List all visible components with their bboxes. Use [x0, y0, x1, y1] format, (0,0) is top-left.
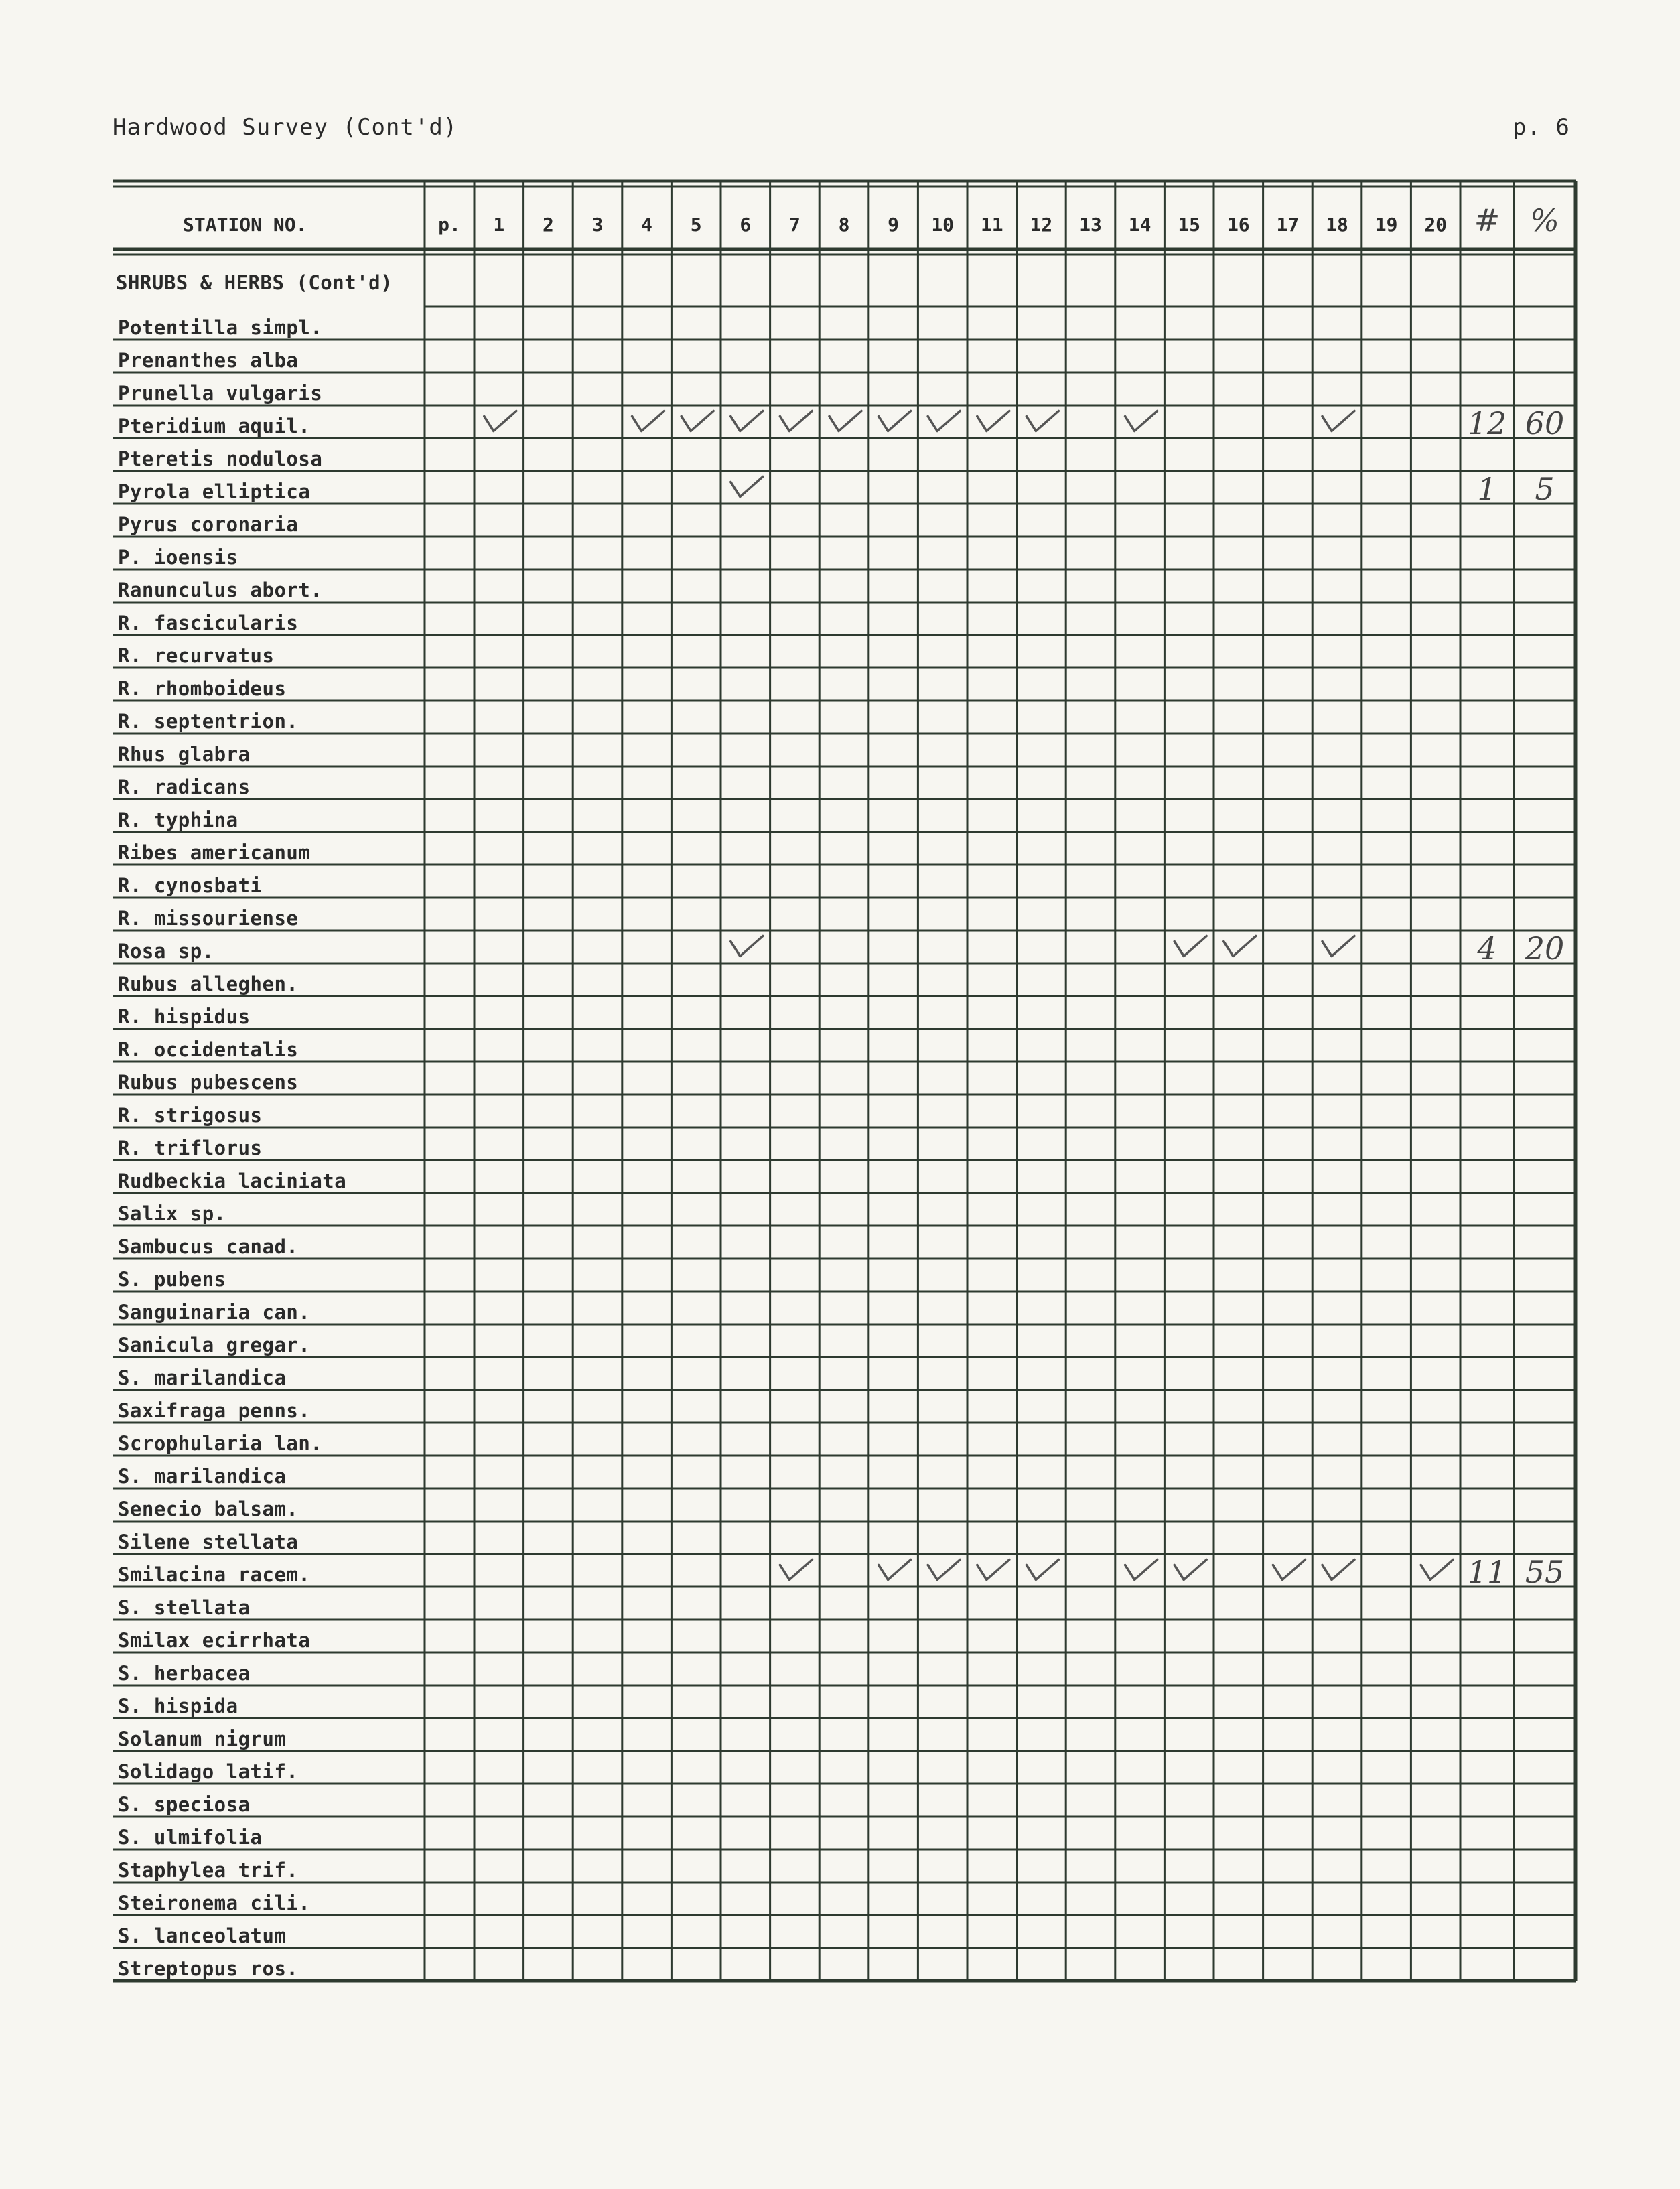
- check-mark: [1026, 411, 1058, 431]
- species-count: 11: [1467, 1554, 1507, 1590]
- station-header-14: 14: [1128, 214, 1151, 236]
- species-name: S. marilandica: [118, 1366, 287, 1389]
- check-mark: [1224, 936, 1256, 957]
- p-column-header: p.: [438, 214, 461, 236]
- species-count: 1: [1477, 471, 1497, 507]
- species-name: Ranunculus abort.: [118, 579, 323, 602]
- station-header-9: 9: [888, 214, 900, 236]
- station-header-19: 19: [1375, 214, 1398, 236]
- check-mark: [879, 411, 911, 431]
- species-percent: 55: [1525, 1554, 1565, 1590]
- species-name: Rubus alleghen.: [118, 973, 299, 995]
- station-header-15: 15: [1178, 214, 1201, 236]
- check-mark: [632, 411, 664, 431]
- species-name: Rudbeckia laciniata: [118, 1170, 347, 1192]
- station-header-12: 12: [1030, 214, 1053, 236]
- species-name: Pteretis nodulosa: [118, 447, 323, 470]
- species-name: S. hispida: [118, 1695, 238, 1717]
- check-mark: [1174, 936, 1206, 957]
- check-mark: [731, 411, 763, 431]
- check-mark: [977, 1560, 1009, 1580]
- species-name: R. radicans: [118, 776, 251, 798]
- check-mark: [977, 411, 1009, 431]
- check-mark: [1125, 411, 1158, 431]
- check-mark: [681, 411, 713, 431]
- species-name: Sanicula gregar.: [118, 1334, 311, 1356]
- species-name: R. strigosus: [118, 1104, 263, 1127]
- species-name: Rosa sp.: [118, 940, 214, 963]
- species-name: Silene stellata: [118, 1531, 299, 1553]
- species-percent: 20: [1525, 930, 1565, 967]
- station-header-7: 7: [788, 214, 800, 236]
- species-name: S. marilandica: [118, 1465, 287, 1488]
- page-title: Hardwood Survey (Cont'd): [113, 114, 458, 141]
- check-mark: [731, 936, 763, 957]
- species-name: Ribes americanum: [118, 841, 311, 864]
- check-mark: [731, 477, 763, 497]
- section-label: SHRUBS & HERBS (Cont'd): [116, 271, 393, 294]
- check-mark: [1421, 1560, 1453, 1580]
- species-name: Prunella vulgaris: [118, 382, 323, 405]
- species-name: Rubus pubescens: [118, 1071, 299, 1094]
- species-name: Smilacina racem.: [118, 1563, 311, 1586]
- species-name: P. ioensis: [118, 546, 238, 569]
- station-header-20: 20: [1424, 214, 1448, 236]
- check-mark: [780, 411, 812, 431]
- species-count: 12: [1467, 405, 1507, 441]
- station-header-16: 16: [1227, 214, 1250, 236]
- species-name: R. triflorus: [118, 1137, 263, 1159]
- check-mark: [879, 1560, 911, 1580]
- species-name: R. fascicularis: [118, 612, 299, 634]
- station-header-1: 1: [493, 214, 505, 236]
- species-name: Sambucus canad.: [118, 1235, 299, 1258]
- species-name: Pyrus coronaria: [118, 513, 299, 536]
- species-name: Senecio balsam.: [118, 1498, 299, 1521]
- species-name: S. stellata: [118, 1596, 251, 1619]
- check-mark: [1322, 411, 1354, 431]
- species-name: S. ulmifolia: [118, 1826, 263, 1849]
- check-mark: [1322, 1560, 1354, 1580]
- species-name: Solanum nigrum: [118, 1727, 287, 1750]
- species-name: Steironema cili.: [118, 1892, 311, 1914]
- species-name: R. missouriense: [118, 907, 299, 930]
- check-mark: [928, 411, 960, 431]
- check-mark: [1026, 1560, 1058, 1580]
- station-header-17: 17: [1276, 214, 1300, 236]
- species-name: Pyrola elliptica: [118, 480, 311, 503]
- species-name: R. cynosbati: [118, 874, 263, 897]
- species-name: Solidago latif.: [118, 1760, 299, 1783]
- check-mark: [1273, 1560, 1305, 1580]
- species-percent: 60: [1525, 405, 1565, 441]
- species-name: Sanguinaria can.: [118, 1301, 311, 1324]
- station-header-2: 2: [542, 214, 554, 236]
- check-mark: [928, 1560, 960, 1580]
- check-mark: [829, 411, 861, 431]
- check-mark: [780, 1560, 812, 1580]
- station-header-11: 11: [980, 214, 1003, 236]
- station-header-4: 4: [641, 214, 653, 236]
- species-name: Salix sp.: [118, 1202, 226, 1225]
- species-name: Smilax ecirrhata: [118, 1629, 311, 1652]
- station-header-8: 8: [838, 214, 850, 236]
- species-name: Streptopus ros.: [118, 1957, 299, 1980]
- check-mark: [1125, 1560, 1158, 1580]
- station-header-3: 3: [591, 214, 604, 236]
- species-count: 4: [1477, 930, 1497, 967]
- species-name: Staphylea trif.: [118, 1859, 299, 1882]
- station-no-header: STATION NO.: [183, 214, 307, 236]
- check-mark: [1322, 936, 1354, 957]
- station-header-10: 10: [931, 214, 955, 236]
- page-number: p. 6: [1513, 114, 1570, 141]
- species-name: Scrophularia lan.: [118, 1432, 323, 1455]
- species-name: R. recurvatus: [118, 644, 275, 667]
- station-header-18: 18: [1326, 214, 1348, 236]
- count-column-header: #: [1474, 202, 1500, 238]
- station-header-6: 6: [740, 214, 752, 236]
- species-name: R. occidentalis: [118, 1038, 299, 1061]
- species-name: S. speciosa: [118, 1793, 251, 1816]
- check-mark: [1174, 1560, 1206, 1580]
- check-mark: [484, 411, 516, 431]
- species-name: R. hispidus: [118, 1005, 251, 1028]
- species-percent: 5: [1535, 471, 1555, 507]
- species-name: Saxifraga penns.: [118, 1399, 311, 1422]
- station-header-5: 5: [690, 214, 702, 236]
- species-name: Rhus glabra: [118, 743, 251, 766]
- species-name: R. rhomboideus: [118, 677, 287, 700]
- station-header-13: 13: [1079, 214, 1102, 236]
- species-name: S. lanceolatum: [118, 1924, 287, 1947]
- percent-column-header: %: [1530, 202, 1559, 238]
- species-name: Potentilla simpl.: [118, 316, 323, 339]
- species-name: R. septentrion.: [118, 710, 299, 733]
- species-name: Pteridium aquil.: [118, 415, 311, 437]
- species-name: S. herbacea: [118, 1662, 251, 1685]
- species-name: R. typhina: [118, 808, 238, 831]
- species-name: S. pubens: [118, 1268, 226, 1291]
- species-name: Prenanthes alba: [118, 349, 299, 372]
